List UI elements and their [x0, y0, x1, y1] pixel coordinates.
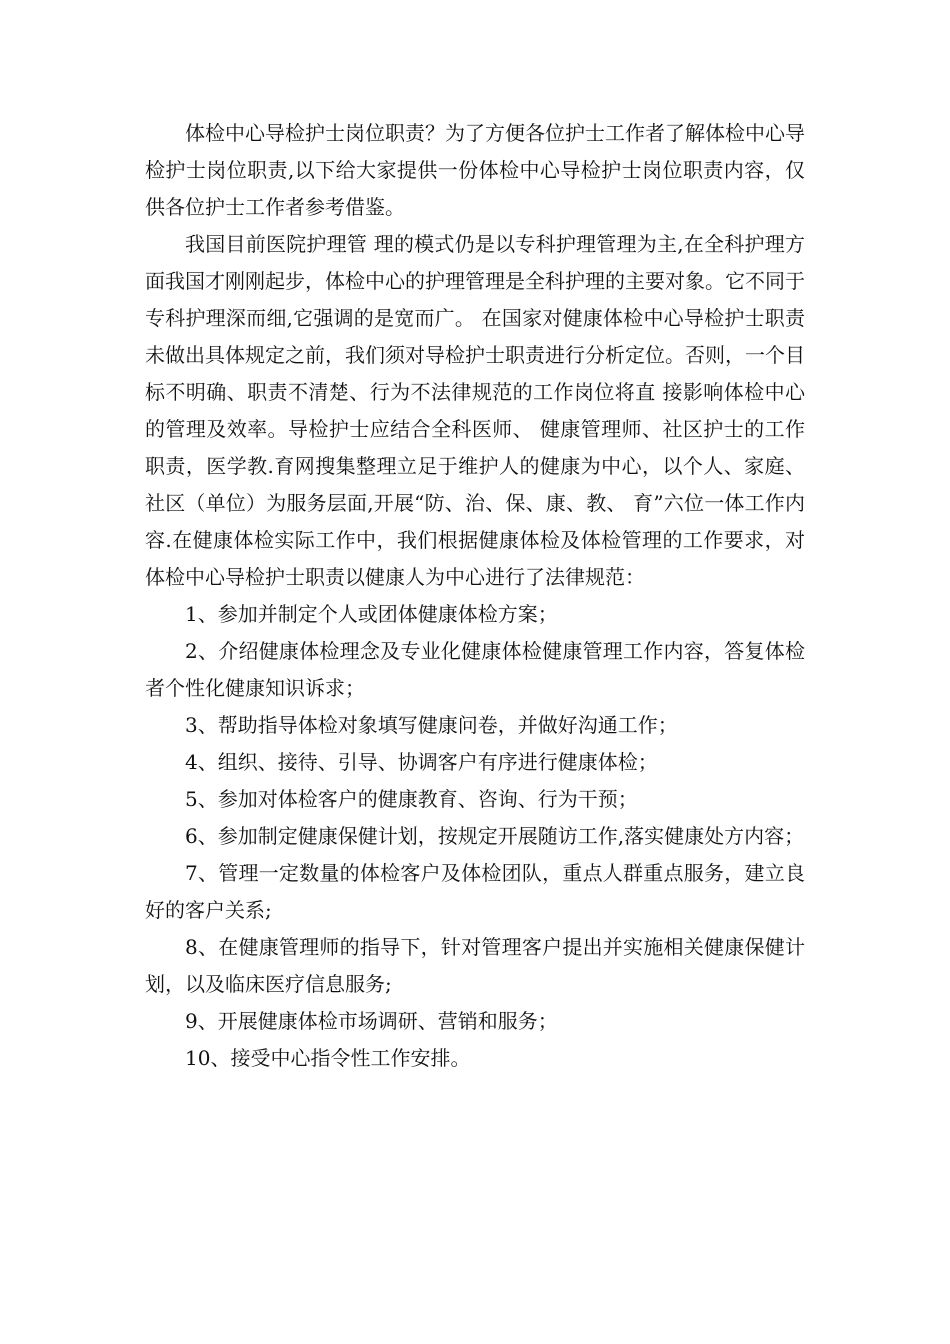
duty-item-3: 3、帮助指导体检对象填写健康问卷，并做好沟通工作； [185, 713, 678, 737]
body-paragraph: 我国目前医院护理管 理的模式仍是以专科护理管理为主,在全科护理方面我国才刚刚起步，体检中心的护理管理是全科护理的主要对象。它不同于专科护理深而细,它强调的是宽而广。 在国家对健康体检中心导检护士职责未做出具体规定之前，我们须对导检护士职责进行分析定位。否则，一个目标不明确、职责不清楚、行为不法律规范的工作岗位将直 接影响体检中心的管理及效率。导检护士应结合全科医师、 健康管理师、社区护士的工作职责，医学教.育网搜集整理立足于维护人的健康为中心，以个人、家庭、社区（单位）为服务层面,开展“防、治、保、康、教、 育”六位一体工作内容.在健康体检实际工作中，我们根据健康体检及体检管理的工作要求，对体检中心导检护士职责以健康人为中心进行了法律规范： [145, 232, 805, 589]
document-page [145, 115, 805, 1077]
intro-paragraph: 体检中心导检护士岗位职责？为了方便各位护士工作者了解体检中心导检护士岗位职责,以下给大家提供一份体检中心导检护士岗位职责内容，仅供各位护士工作者参考借鉴。 [145, 121, 805, 219]
duty-item-6: 6、参加制定健康保健计划，按规定开展随访工作,落实健康处方内容； [185, 824, 805, 848]
duty-item-9: 9、开展健康体检市场调研、营销和服务； [185, 1009, 558, 1033]
duty-item-7: 7、管理一定数量的体检客户及体检团队，重点人群重点服务，建立良好的客户关系; [145, 861, 805, 922]
duty-item-2: 2、介绍健康体检理念及专业化健康体检健康管理工作内容，答复体检者个性化健康知识诉求； [145, 639, 805, 700]
duty-item-10: 10、接受中心指令性工作安排。 [185, 1046, 471, 1070]
duty-item-4: 4、组织、接待、引导、协调客户有序进行健康体检； [185, 750, 658, 774]
duty-item-8: 8、在健康管理师的指导下，针对管理客户提出并实施相关健康保健计划，以及临床医疗信息服务; [145, 935, 805, 996]
duty-item-1: 1、参加并制定个人或团体健康体检方案； [185, 602, 558, 626]
duty-item-5: 5、参加对体检客户的健康教育、咨询、行为干预； [185, 787, 638, 811]
